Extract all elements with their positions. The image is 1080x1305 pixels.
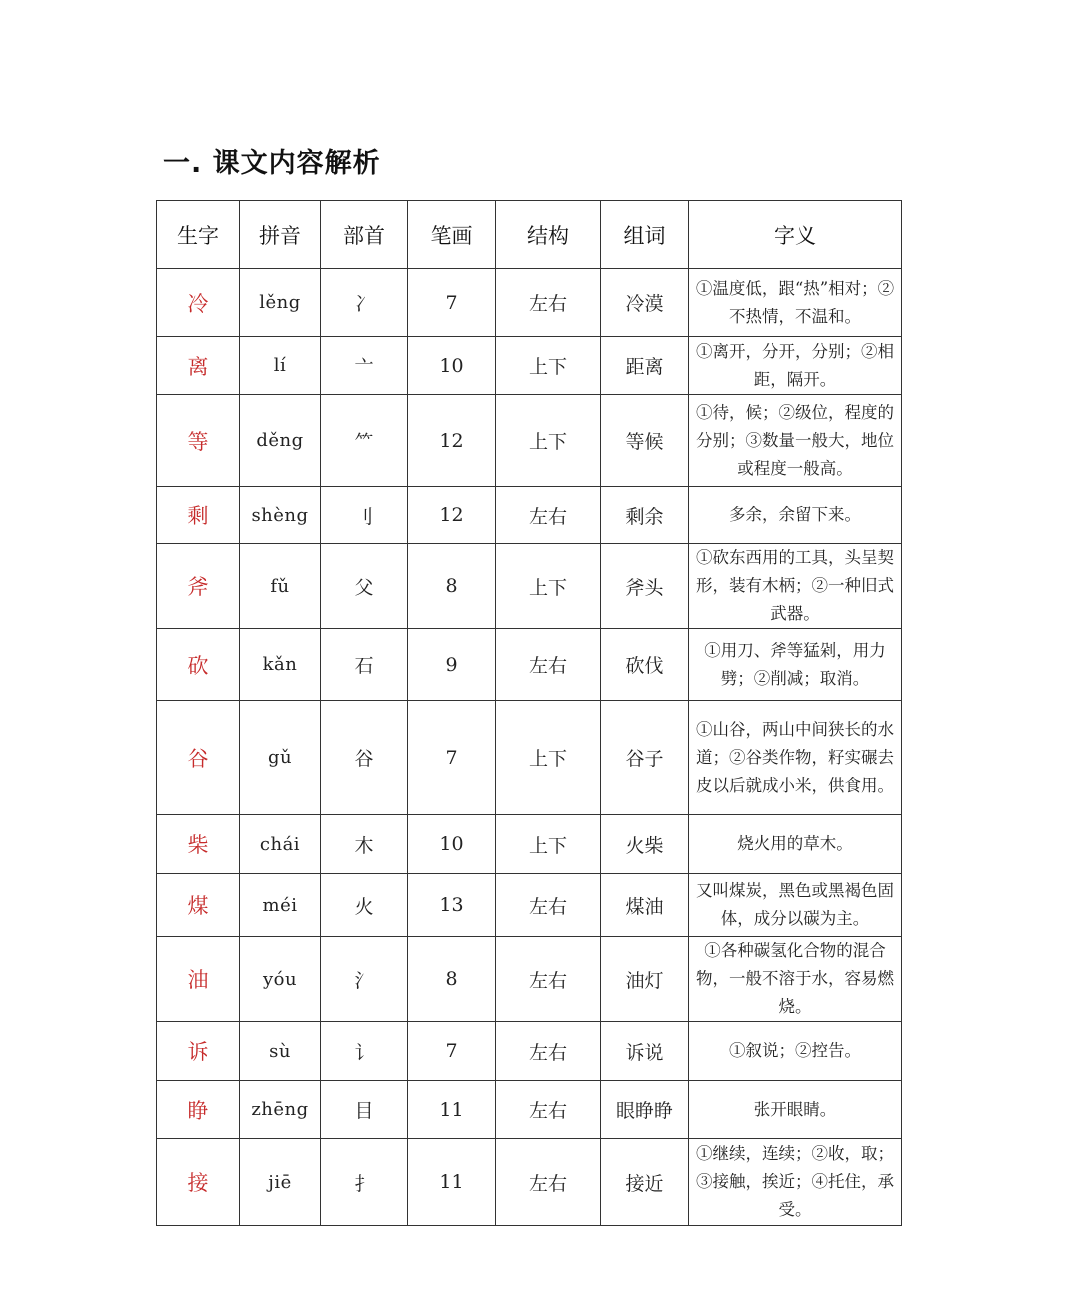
cell-char: 谷: [157, 701, 240, 815]
cell-pinyin: sù: [240, 1022, 321, 1081]
cell-pinyin: zhēng: [240, 1081, 321, 1139]
cell-pinyin: jiē: [240, 1139, 321, 1226]
cell-meaning: ①砍东西用的工具，头呈契形，装有木柄；②一种旧式武器。: [689, 544, 902, 629]
header-strokes: 笔画: [408, 201, 496, 269]
cell-radical: 目: [321, 1081, 408, 1139]
cell-structure: 左右: [496, 629, 601, 701]
table-row: [157, 937, 902, 1022]
cell-word: 谷子: [601, 701, 689, 815]
cell-pinyin: lěng: [240, 269, 321, 337]
vocabulary-table: [156, 200, 902, 1226]
cell-pinyin: gǔ: [240, 701, 321, 815]
table-row: [157, 815, 902, 874]
cell-char: 斧: [157, 544, 240, 629]
cell-meaning: ①待，候；②级位，程度的分别；③数量一般大，地位或程度一般高。: [689, 395, 902, 487]
cell-strokes: 12: [408, 487, 496, 544]
cell-strokes: 8: [408, 937, 496, 1022]
cell-structure: 上下: [496, 337, 601, 395]
cell-structure: 左右: [496, 874, 601, 937]
cell-char: 砍: [157, 629, 240, 701]
cell-strokes: 7: [408, 1022, 496, 1081]
table-row: [157, 701, 902, 815]
cell-strokes: 12: [408, 395, 496, 487]
cell-radical: 木: [321, 815, 408, 874]
cell-strokes: 7: [408, 269, 496, 337]
cell-word: 斧头: [601, 544, 689, 629]
cell-radical: ⺮: [321, 395, 408, 487]
cell-structure: 上下: [496, 815, 601, 874]
cell-char: 等: [157, 395, 240, 487]
cell-pinyin: lí: [240, 337, 321, 395]
cell-word: 冷漠: [601, 269, 689, 337]
cell-meaning: ①叙说；②控告。: [689, 1022, 902, 1081]
cell-strokes: 10: [408, 337, 496, 395]
cell-meaning: ①离开，分开，分别；②相距，隔开。: [689, 337, 902, 395]
cell-radical: 扌: [321, 1139, 408, 1226]
cell-meaning: ①各种碳氢化合物的混合物，一般不溶于水，容易燃烧。: [689, 937, 902, 1022]
cell-strokes: 8: [408, 544, 496, 629]
cell-word: 剩余: [601, 487, 689, 544]
cell-structure: 左右: [496, 1139, 601, 1226]
cell-strokes: 11: [408, 1081, 496, 1139]
cell-char: 煤: [157, 874, 240, 937]
header-structure: 结构: [496, 201, 601, 269]
cell-word: 煤油: [601, 874, 689, 937]
table-row: [157, 337, 902, 395]
cell-radical: 冫: [321, 269, 408, 337]
cell-char: 冷: [157, 269, 240, 337]
table-row: [157, 487, 902, 544]
header-word: 组词: [601, 201, 689, 269]
header-pinyin: 拼音: [240, 201, 321, 269]
table-row: [157, 1139, 902, 1226]
cell-char: 睁: [157, 1081, 240, 1139]
cell-strokes: 9: [408, 629, 496, 701]
table-row: [157, 629, 902, 701]
cell-pinyin: fǔ: [240, 544, 321, 629]
cell-radical: 父: [321, 544, 408, 629]
cell-meaning: ①用刀、斧等猛剁，用力劈；②削减；取消。: [689, 629, 902, 701]
cell-word: 油灯: [601, 937, 689, 1022]
cell-char: 剩: [157, 487, 240, 544]
cell-char: 离: [157, 337, 240, 395]
cell-strokes: 10: [408, 815, 496, 874]
cell-pinyin: děng: [240, 395, 321, 487]
table-row: [157, 395, 902, 487]
cell-radical: 讠: [321, 1022, 408, 1081]
cell-pinyin: chái: [240, 815, 321, 874]
cell-structure: 上下: [496, 701, 601, 815]
table-row: [157, 544, 902, 629]
cell-meaning: 多余，余留下来。: [689, 487, 902, 544]
cell-strokes: 11: [408, 1139, 496, 1226]
cell-structure: 上下: [496, 544, 601, 629]
cell-pinyin: shèng: [240, 487, 321, 544]
cell-word: 距离: [601, 337, 689, 395]
table-row: [157, 1081, 902, 1139]
cell-radical: 亠: [321, 337, 408, 395]
header-meaning: 字义: [689, 201, 902, 269]
cell-pinyin: méi: [240, 874, 321, 937]
page-title: 一. 课文内容解析: [163, 148, 381, 179]
cell-word: 眼睁睁: [601, 1081, 689, 1139]
cell-char: 油: [157, 937, 240, 1022]
cell-word: 诉说: [601, 1022, 689, 1081]
cell-pinyin: kǎn: [240, 629, 321, 701]
cell-structure: 上下: [496, 395, 601, 487]
cell-structure: 左右: [496, 1081, 601, 1139]
cell-radical: 谷: [321, 701, 408, 815]
cell-word: 砍伐: [601, 629, 689, 701]
cell-word: 等候: [601, 395, 689, 487]
cell-structure: 左右: [496, 487, 601, 544]
cell-structure: 左右: [496, 1022, 601, 1081]
header-char: 生字: [157, 201, 240, 269]
cell-meaning: 张开眼睛。: [689, 1081, 902, 1139]
cell-structure: 左右: [496, 937, 601, 1022]
cell-meaning: 烧火用的草木。: [689, 815, 902, 874]
table-row: [157, 874, 902, 937]
cell-structure: 左右: [496, 269, 601, 337]
cell-word: 火柴: [601, 815, 689, 874]
cell-radical: 刂: [321, 487, 408, 544]
cell-meaning: ①山谷，两山中间狭长的水道；②谷类作物，籽实碾去皮以后就成小米，供食用。: [689, 701, 902, 815]
table-header-row: [157, 201, 902, 269]
header-radical: 部首: [321, 201, 408, 269]
cell-radical: 石: [321, 629, 408, 701]
cell-strokes: 7: [408, 701, 496, 815]
cell-char: 接: [157, 1139, 240, 1226]
cell-meaning: ①继续，连续；②收，取；③接触，挨近；④托住，承受。: [689, 1139, 902, 1226]
cell-strokes: 13: [408, 874, 496, 937]
cell-radical: 火: [321, 874, 408, 937]
table-row: [157, 269, 902, 337]
cell-pinyin: yóu: [240, 937, 321, 1022]
cell-radical: 氵: [321, 937, 408, 1022]
cell-char: 柴: [157, 815, 240, 874]
cell-word: 接近: [601, 1139, 689, 1226]
cell-meaning: 又叫煤炭，黑色或黑褐色固体，成分以碳为主。: [689, 874, 902, 937]
cell-char: 诉: [157, 1022, 240, 1081]
table-row: [157, 1022, 902, 1081]
cell-meaning: ①温度低，跟“热”相对；②不热情，不温和。: [689, 269, 902, 337]
